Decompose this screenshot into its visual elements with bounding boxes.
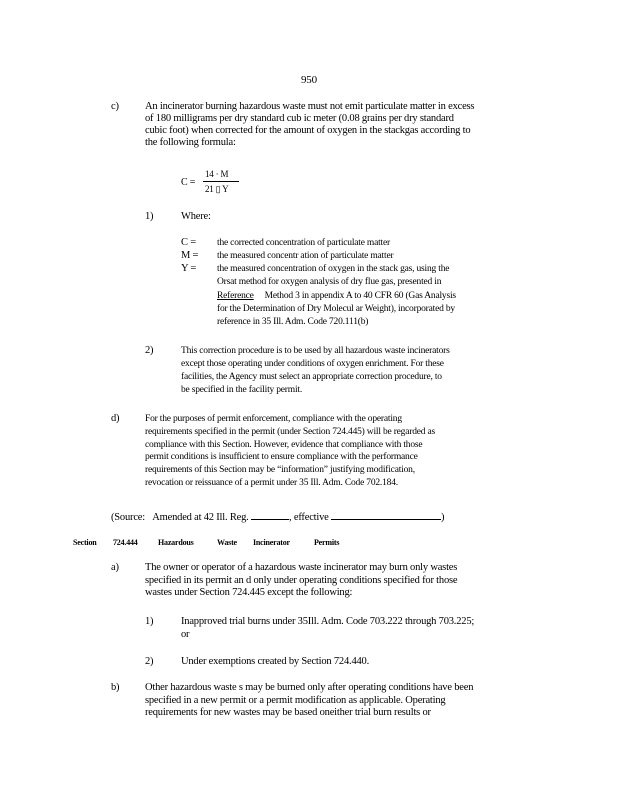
paragraph-label-a: a)	[111, 562, 119, 573]
section-title-word: Hazardous	[158, 538, 194, 547]
paragraph-label-d: d)	[111, 413, 120, 424]
def-text: for the Determination of Dry Molecul ar Weight), incorporated by	[217, 304, 455, 314]
source-end: )	[441, 512, 445, 523]
item-c2-line: facilities, the Agency must select an appropriate correction procedure, to	[181, 372, 442, 382]
def-text: reference in 35 Ill. Adm. Code 720.111(b)	[217, 317, 369, 327]
paragraph-d-line: For the purposes of permit enforcement, compliance with the operating	[145, 414, 402, 424]
paragraph-a-line: specified in its permit an d only under operating conditions specified for those	[145, 574, 458, 586]
paragraph-b-text	[145, 682, 473, 720]
fraction-bar	[203, 181, 239, 182]
item-a1-text	[181, 616, 474, 641]
item-label-a2: 2)	[145, 656, 154, 667]
paragraph-a-line: The owner or operator of a hazardous waste incinerator may burn only wastes	[145, 562, 458, 573]
paragraph-d-line: compliance with this Section. However, evidence that compliance with those	[145, 439, 423, 450]
where-heading: Where:	[181, 211, 211, 222]
def-text: the measured concentr ation of particulate matter	[217, 251, 394, 261]
paragraph-label-c: c)	[111, 101, 119, 112]
item-c2-line: be specified in the facility permit.	[181, 385, 303, 395]
paragraph-c-line: An incinerator burning hazardous waste must not emit particulate matter in excess	[145, 101, 475, 112]
source-label: (Source:	[111, 512, 145, 523]
def-text: Orsat method for oxygen analysis of dry flue gas, presented in	[217, 277, 442, 287]
def-symbol: C =	[181, 237, 196, 248]
item-c2-line: This correction procedure is to be used by all hazardous waste incinerators	[181, 346, 450, 356]
paragraph-d-text	[145, 413, 435, 490]
source-effective: , effective	[289, 512, 329, 523]
source-text: Amended at 42 Ill. Reg.	[152, 512, 249, 523]
item-label-a1: 1)	[145, 616, 154, 627]
section-title-word: Incinerator	[253, 538, 290, 547]
paragraph-c-line: the following formula:	[145, 137, 236, 148]
paragraph-a-text	[145, 562, 457, 600]
item-label-c2: 2)	[145, 345, 154, 356]
item-label-c1: 1)	[145, 211, 154, 222]
section-title-word: Waste	[217, 538, 237, 547]
formula-lhs: C =	[181, 177, 196, 188]
paragraph-b-line: Other hazardous waste s may be burned only after operating conditions have been	[145, 682, 474, 693]
paragraph-c-text	[145, 101, 474, 149]
paragraph-c-line: of 180 milligrams per dry standard cub ic meter (0.08 grains per dry standard	[145, 113, 454, 124]
paragraph-c-line: cubic foot) when corrected for the amount of oxygen in the stackgas according to	[145, 125, 471, 136]
def-symbol: M =	[181, 250, 199, 261]
section-number: 724.444	[113, 538, 138, 547]
paragraph-b-line: specified in a new permit or a permit modification as applicable. Operating	[145, 694, 446, 706]
def-text	[217, 290, 456, 302]
def-text-segment: Method 3 in appendix A to 40 CFR 60 (Gas Analysis	[264, 291, 456, 301]
paragraph-d-line: requirements specified in the permit (under Section 724.445) will be regarded as	[145, 426, 436, 437]
section-title-word: Permits	[314, 538, 340, 547]
date-blank	[331, 510, 441, 520]
section-word: Section	[73, 538, 97, 547]
item-a2-text: Under exemptions created by Section 724.440.	[181, 656, 370, 667]
item-c2-text	[181, 345, 450, 397]
def-text: the corrected concentration of particulate matter	[217, 238, 390, 248]
paragraph-d-line: permit conditions is insufficient to ensure compliance with the performance	[145, 452, 418, 463]
def-text: the measured concentration of oxygen in the stack gas, using the	[217, 264, 450, 274]
item-c2-line: except those operating under conditions of oxygen enrichment. For these	[181, 359, 444, 369]
item-a1-line: or	[181, 628, 190, 640]
formula-numerator: 14 · M	[205, 169, 229, 179]
item-a1-line: Inapproved trial burns under 35Ill. Adm. Code 703.222 through 703.225;	[181, 616, 475, 627]
paragraph-d-line: revocation or reissuance of a permit under 35 Ill. Adm. Code 702.184.	[145, 477, 398, 488]
page-number: 950	[301, 74, 317, 86]
reference-word: Reference	[217, 291, 254, 301]
source-note	[111, 510, 444, 524]
paragraph-a-line: wastes under Section 724.445 except the following:	[145, 587, 353, 598]
paragraph-d-line: requirements of this Section may be “information” justifying modification,	[145, 465, 415, 476]
paragraph-b-line: requirements for new wastes may be based oneither trial burn results or	[145, 707, 431, 718]
def-symbol: Y =	[181, 263, 197, 274]
reg-blank	[251, 510, 289, 520]
paragraph-label-b: b)	[111, 682, 120, 693]
formula-denominator: 21 ▯ Y	[205, 184, 229, 194]
